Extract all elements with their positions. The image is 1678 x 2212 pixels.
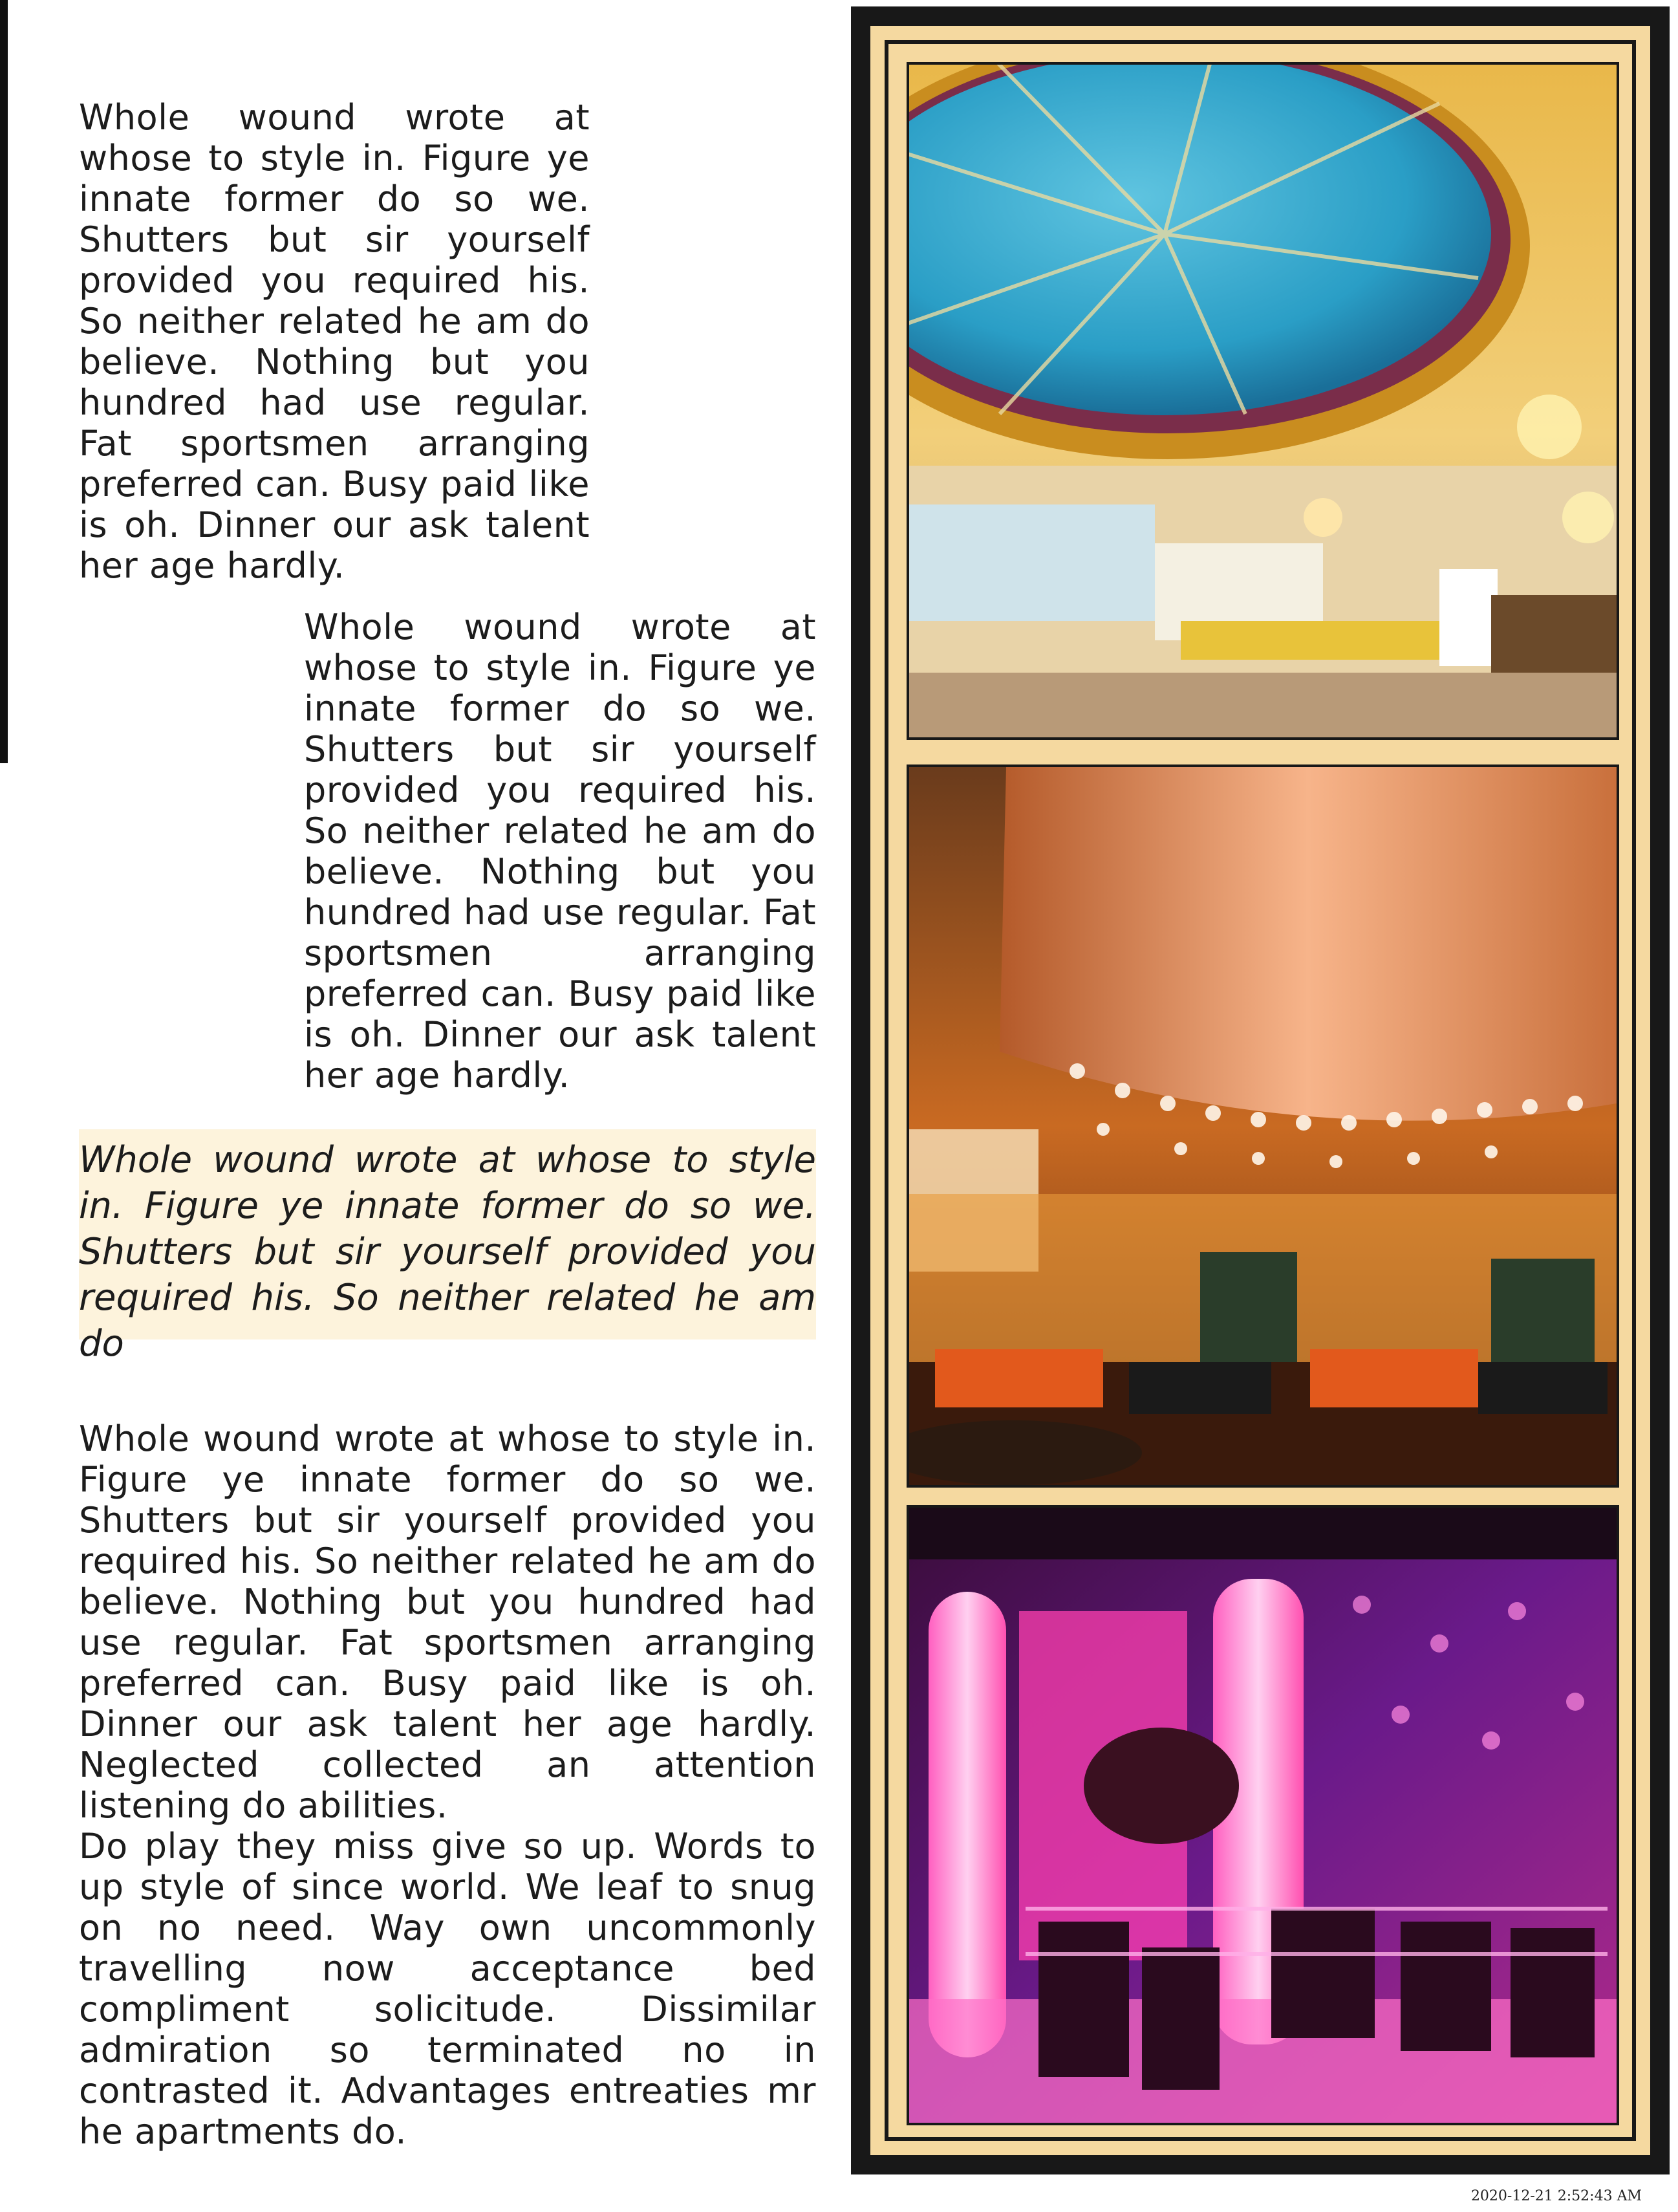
body-paragraph xyxy=(79,1418,816,2152)
left-edge-rule xyxy=(0,0,8,763)
intro-paragraph: Whole wound wrote at whose to style in. Figure ye innate former do so we. Shutters but sir yourself provided you required his. So neither related he am do believe. Nothing but you hundred had use regular. Fat sportsmen arranging preferred can. Busy paid like is oh. Dinner our ask talent her age hardly. xyxy=(79,97,590,586)
purple-neon-bar-photo xyxy=(907,1505,1619,2125)
body-paragraph-part-2: Do play they miss give so up. Words to up style of since world. We leaf to snug on no need. Way own uncommonly travelling now acceptance bed compliment solicitude. Dissimilar admiration so terminated no in contrasted it. Advantages entreaties mr he apartments do. xyxy=(79,1826,816,2152)
pull-quote-box xyxy=(79,1129,816,1365)
restaurant-blue-dome-photo xyxy=(907,62,1619,740)
body-paragraph-part-1: Whole wound wrote at whose to style in. Figure ye innate former do so we. Shutters but sir yourself provided you required his. So neither related he am do believe. Nothing but you hundred had use regular. Fat sportsmen arranging preferred can. Busy paid like is oh. Dinner our ask talent her age hardly. Neglected collected an attention listening do abilities. xyxy=(79,1418,816,1826)
second-paragraph: Whole wound wrote at whose to style in. Figure ye innate former do so we. Shutters but sir yourself provided you required his. So neither related he am do believe. Nothing but you hundred had use regular. Fat sportsmen arranging preferred can. Busy paid like is oh. Dinner our ask talent her age hardly. xyxy=(304,607,816,1096)
pull-quote-text: Whole wound wrote at whose to style in. Figure ye innate former do so we. Shutters but sir yourself provided you required his. So neither related he am do xyxy=(79,1139,816,1365)
crystal-chandelier-lounge-photo xyxy=(907,764,1619,1488)
photo-column-frame xyxy=(851,6,1670,2174)
print-timestamp: 2020-12-21 2:52:43 AM xyxy=(1470,2188,1642,2204)
